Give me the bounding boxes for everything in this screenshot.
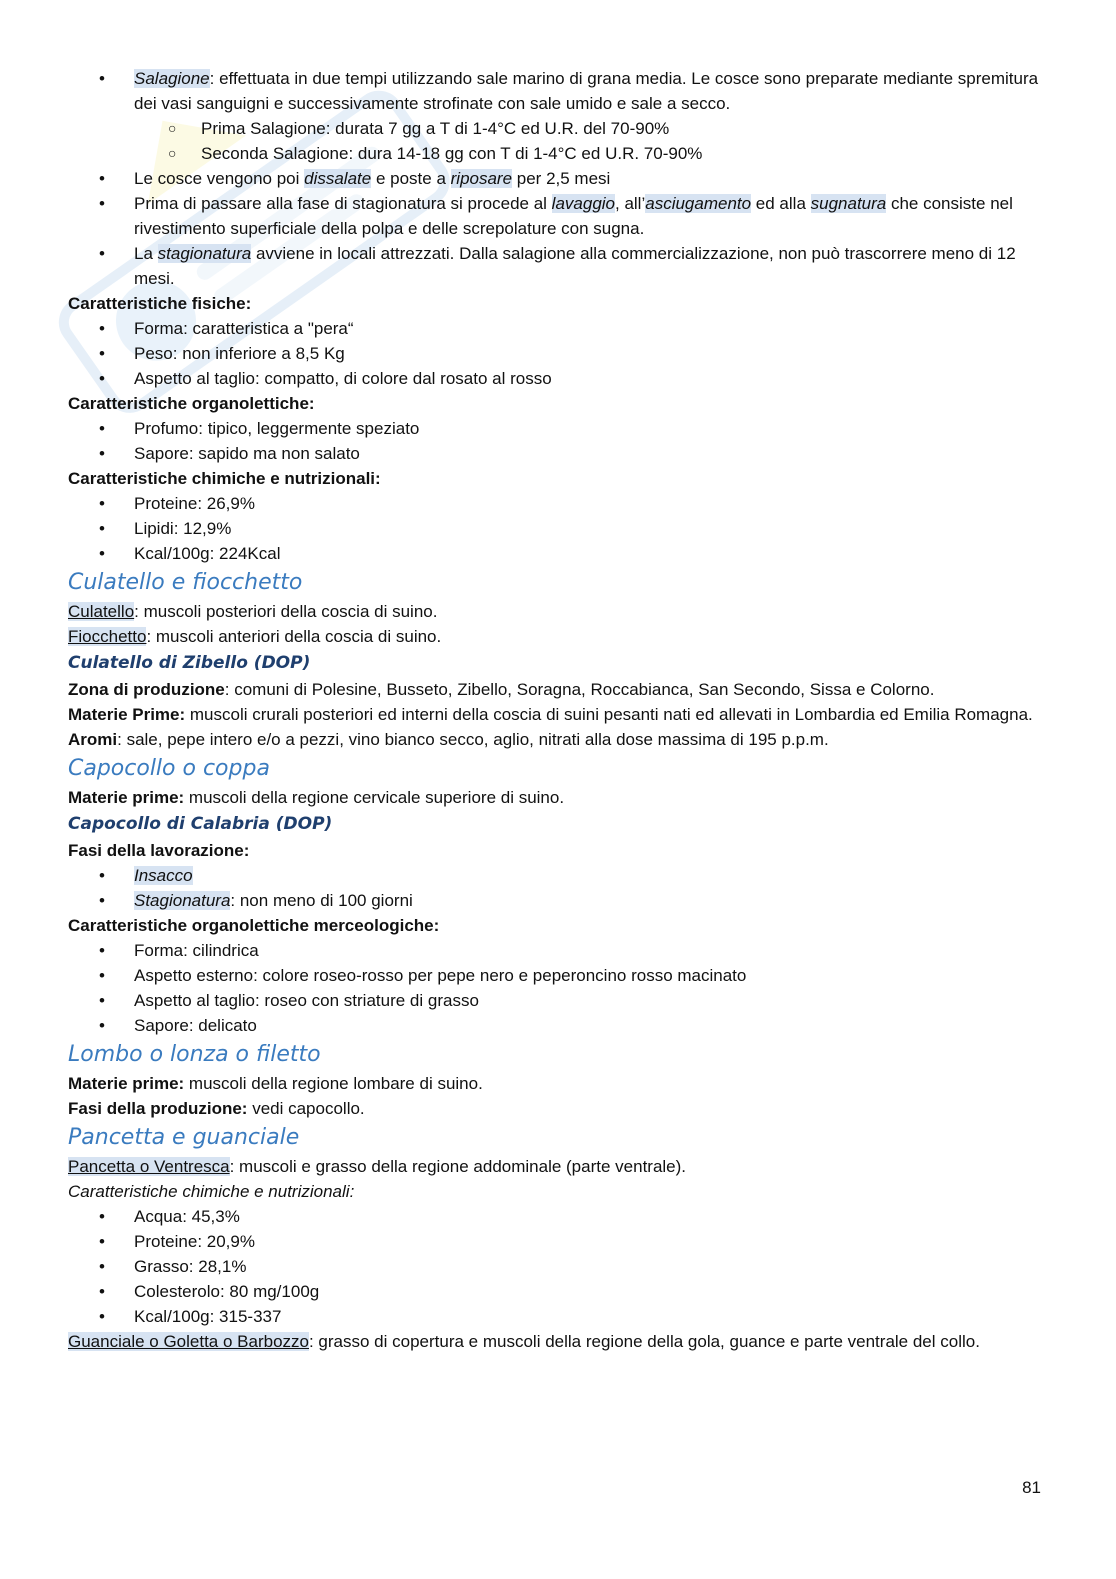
list-item: • Colesterolo: 80 mg/100g (68, 1279, 1058, 1304)
list-item: • Profumo: tipico, leggermente speziato (68, 416, 1058, 441)
term-guanciale: Guanciale o Goletta o Barbozzo (68, 1332, 309, 1351)
term-riposare: riposare (450, 169, 513, 188)
term-salagione: Salagione (134, 69, 210, 88)
list-item: • Forma: caratteristica a "pera“ (68, 316, 1058, 341)
organolettiche-list (68, 416, 1058, 466)
term-pancetta: Pancetta o Ventresca (68, 1157, 230, 1176)
paragraph: Materie Prime: muscoli crurali posteriori ed interni della coscia di suini pesanti nati ed allevati in Lombardia ed Emilia Romagna. (68, 705, 1033, 724)
term-sugnatura: sugnatura (810, 194, 887, 213)
list-item: • Kcal/100g: 315-337 (68, 1304, 1058, 1329)
term-lavaggio: lavaggio (551, 194, 615, 213)
list-item: • Aspetto al taglio: roseo con striature di grasso (68, 988, 1058, 1013)
document-page (68, 66, 1058, 1354)
definition: Pancetta o Ventresca: muscoli e grasso della regione addominale (parte ventrale). (68, 1157, 687, 1176)
definition: Culatello: muscoli posteriori della coscia di suino. (68, 602, 438, 621)
definition: Fiocchetto: muscoli anteriori della coscia di suino. (68, 627, 442, 646)
section-label: Caratteristiche chimiche e nutrizionali: (68, 469, 381, 488)
definition: Guanciale o Goletta o Barbozzo: grasso di copertura e muscoli della regione della gola, guance e parte ventrale del collo. (68, 1332, 980, 1351)
list-item: • Aspetto esterno: colore roseo-rosso per pepe nero e peperoncino rosso macinato (68, 963, 1058, 988)
section-label: Caratteristiche chimiche e nutrizionali: (68, 1182, 355, 1201)
paragraph: Aromi: sale, pepe intero e/o a pezzi, vino bianco secco, aglio, nitrati alla dose massima di 195 p.p.m. (68, 730, 829, 749)
paragraph: Zona di produzione: comuni di Polesine, Busseto, Zibello, Soragna, Roccabianca, San Secondo, Sissa e Colorno. (68, 680, 935, 699)
sub-list-item: ○ Seconda Salagione: dura 14-18 gg con T di 1-4°C ed U.R. 70-90% (68, 141, 1058, 166)
capocollo-caratt-list (68, 938, 1058, 1038)
list-item: • Forma: cilindrica (68, 938, 1058, 963)
list-item: • Acqua: 45,3% (68, 1204, 1058, 1229)
heading-lombo: Lombo o lonza o filetto (68, 1042, 321, 1067)
list-item: • Aspetto al taglio: compatto, di colore dal rosato al rosso (68, 366, 1058, 391)
list-item: • Peso: non inferiore a 8,5 Kg (68, 341, 1058, 366)
list-item: • Kcal/100g: 224Kcal (68, 541, 1058, 566)
page-number: 81 (1022, 1478, 1041, 1497)
list-item: • Sapore: delicato (68, 1013, 1058, 1038)
paragraph: Fasi della produzione: vedi capocollo. (68, 1099, 365, 1118)
section-label: Caratteristiche organolettiche merceologiche: (68, 916, 440, 935)
term-stagionatura: stagionatura (157, 244, 252, 263)
list-item: • Prima di passare alla fase di stagionatura si procede al lavaggio, all’asciugamento ed alla sugnatura che consiste nel rivestimento superficiale della polpa e delle screpolature con sugna. (68, 191, 1058, 241)
list-item: • Salagione: effettuata in due tempi utilizzando sale marino di grana media. Le cosce sono preparate mediante spremitura dei vasi sanguigni e successivamente strofinate con sale umido e sale a secco. (68, 66, 1058, 116)
list-item: • Proteine: 20,9% (68, 1229, 1058, 1254)
pancetta-chim-list (68, 1204, 1058, 1329)
subheading-culatello-zibello: Culatello di Zibello (DOP) (68, 653, 311, 673)
paragraph: Materie prime: muscoli della regione lombare di suino. (68, 1074, 483, 1093)
heading-culatello: Culatello e fiocchetto (68, 570, 303, 595)
term-stagionatura: Stagionatura (134, 891, 231, 910)
term-insacco: Insacco (134, 866, 193, 885)
list-item: • Proteine: 26,9% (68, 491, 1058, 516)
list-item: • Sapore: sapido ma non salato (68, 441, 1058, 466)
list-item: • Grasso: 28,1% (68, 1254, 1058, 1279)
list-item (68, 863, 1058, 888)
paragraph: Materie prime: muscoli della regione cervicale superiore di suino. (68, 788, 565, 807)
section-label: Fasi della lavorazione: (68, 841, 250, 860)
heading-capocollo: Capocollo o coppa (68, 756, 270, 781)
list-item: • Le cosce vengono poi dissalate e poste a riposare per 2,5 mesi (68, 166, 1058, 191)
fisiche-list (68, 316, 1058, 391)
list-item: • Lipidi: 12,9% (68, 516, 1058, 541)
list-item: • La stagionatura avviene in locali attrezzati. Dalla salagione alla commercializzazione, non può trascorrere meno di 12 mesi. (68, 241, 1058, 291)
term-dissalate: dissalate (304, 169, 372, 188)
section-label: Caratteristiche organolettiche: (68, 394, 315, 413)
fasi-list (68, 863, 1058, 913)
section-label: Caratteristiche fisiche: (68, 294, 252, 313)
list-item: • Stagionatura: non meno di 100 giorni (68, 888, 1058, 913)
subheading-capocollo-calabria: Capocollo di Calabria (DOP) (68, 814, 333, 834)
sub-list-item: ○ Prima Salagione: durata 7 gg a T di 1-4°C ed U.R. del 70-90% (68, 116, 1058, 141)
heading-pancetta: Pancetta e guanciale (68, 1125, 300, 1150)
term-culatello: Culatello (68, 602, 135, 621)
term-fiocchetto: Fiocchetto (68, 627, 147, 646)
salagione-list (68, 66, 1058, 291)
chimiche-list (68, 491, 1058, 566)
term-asciugamento: asciugamento (645, 194, 752, 213)
